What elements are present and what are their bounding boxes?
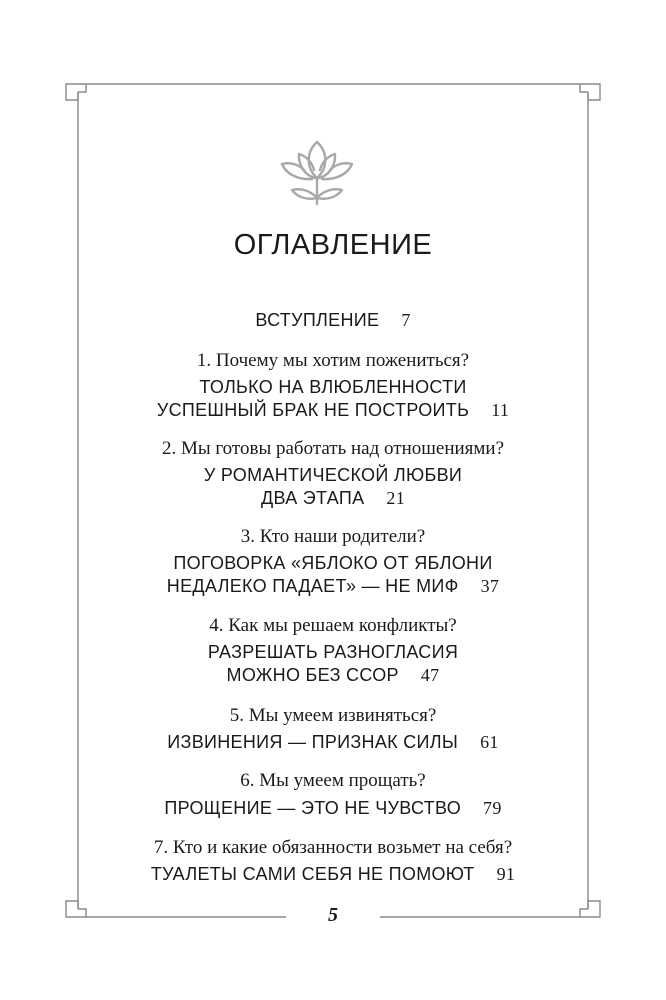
lotus-icon bbox=[268, 138, 366, 208]
chapter-title-text: ТУАЛЕТЫ САМИ СЕБЯ НЕ ПОМОЮТ bbox=[150, 864, 475, 884]
toc-page-number: 91 bbox=[496, 864, 516, 884]
chapter-title-text: МОЖНО БЕЗ ССОР bbox=[226, 665, 399, 685]
chapter-title-text: ИЗВИНЕНИЯ — ПРИЗНАК СИЛЫ bbox=[167, 732, 459, 752]
chapter-question: 1. Почему мы хотим пожениться? bbox=[196, 350, 470, 371]
toc-page-number: 37 bbox=[480, 576, 500, 596]
chapter-title-text: НЕДАЛЕКО ПАДАЕТ» — НЕ МИФ bbox=[166, 576, 459, 596]
chapter-title-line-1 bbox=[0, 796, 666, 820]
chapter-question: 4. Как мы решаем конфликты? bbox=[209, 615, 457, 636]
chapter-title-line-1: ПОГОВОРКА «ЯБЛОКО ОТ ЯБЛОНИ bbox=[173, 553, 493, 573]
toc-heading: ОГЛАВЛЕНИЕ bbox=[233, 229, 433, 261]
chapter-question: 2. Мы готовы работать над отношениями? bbox=[161, 438, 505, 459]
toc-page-number: 79 bbox=[483, 798, 502, 818]
chapter-title-text: УСПЕШНЫЙ БРАК НЕ ПОСТРОИТЬ bbox=[156, 400, 470, 420]
chapter-question: 5. Мы умеем извиняться? bbox=[229, 705, 437, 726]
page-folio: 5 bbox=[328, 904, 338, 926]
chapter-title-line-2 bbox=[0, 663, 666, 687]
chapter-title-line-1: У РОМАНТИЧЕСКОЙ ЛЮБВИ bbox=[203, 465, 463, 485]
toc-page-number: 7 bbox=[401, 310, 411, 330]
chapter-title-line-1 bbox=[0, 862, 666, 886]
chapter-title-text: ПРОЩЕНИЕ — ЭТО НЕ ЧУВСТВО bbox=[164, 798, 462, 818]
toc-page-number: 11 bbox=[491, 400, 510, 420]
toc-entry-intro[interactable] bbox=[0, 308, 666, 332]
toc-page-number: 61 bbox=[480, 732, 499, 752]
chapter-question: 3. Кто наши родители? bbox=[240, 526, 426, 547]
toc-page-number: 21 bbox=[386, 488, 405, 508]
chapter-title-line-2 bbox=[0, 574, 666, 598]
chapter-question: 7. Кто и какие обязанности возьмет на себя? bbox=[153, 837, 513, 858]
chapter-title-line-2 bbox=[0, 398, 666, 422]
chapter-title-text: ДВА ЭТАПА bbox=[261, 488, 365, 508]
chapter-title-line-1: ТОЛЬКО НА ВЛЮБЛЕННОСТИ bbox=[199, 377, 467, 397]
chapter-title-line-2 bbox=[0, 486, 666, 510]
chapter-title-line-1: РАЗРЕШАТЬ РАЗНОГЛАСИЯ bbox=[207, 642, 459, 662]
chapter-question: 6. Мы умеем прощать? bbox=[240, 770, 426, 791]
chapter-title-line-1 bbox=[0, 730, 666, 754]
toc-entry-title: ВСТУПЛЕНИЕ bbox=[255, 310, 380, 330]
toc-page-number: 47 bbox=[420, 665, 440, 685]
